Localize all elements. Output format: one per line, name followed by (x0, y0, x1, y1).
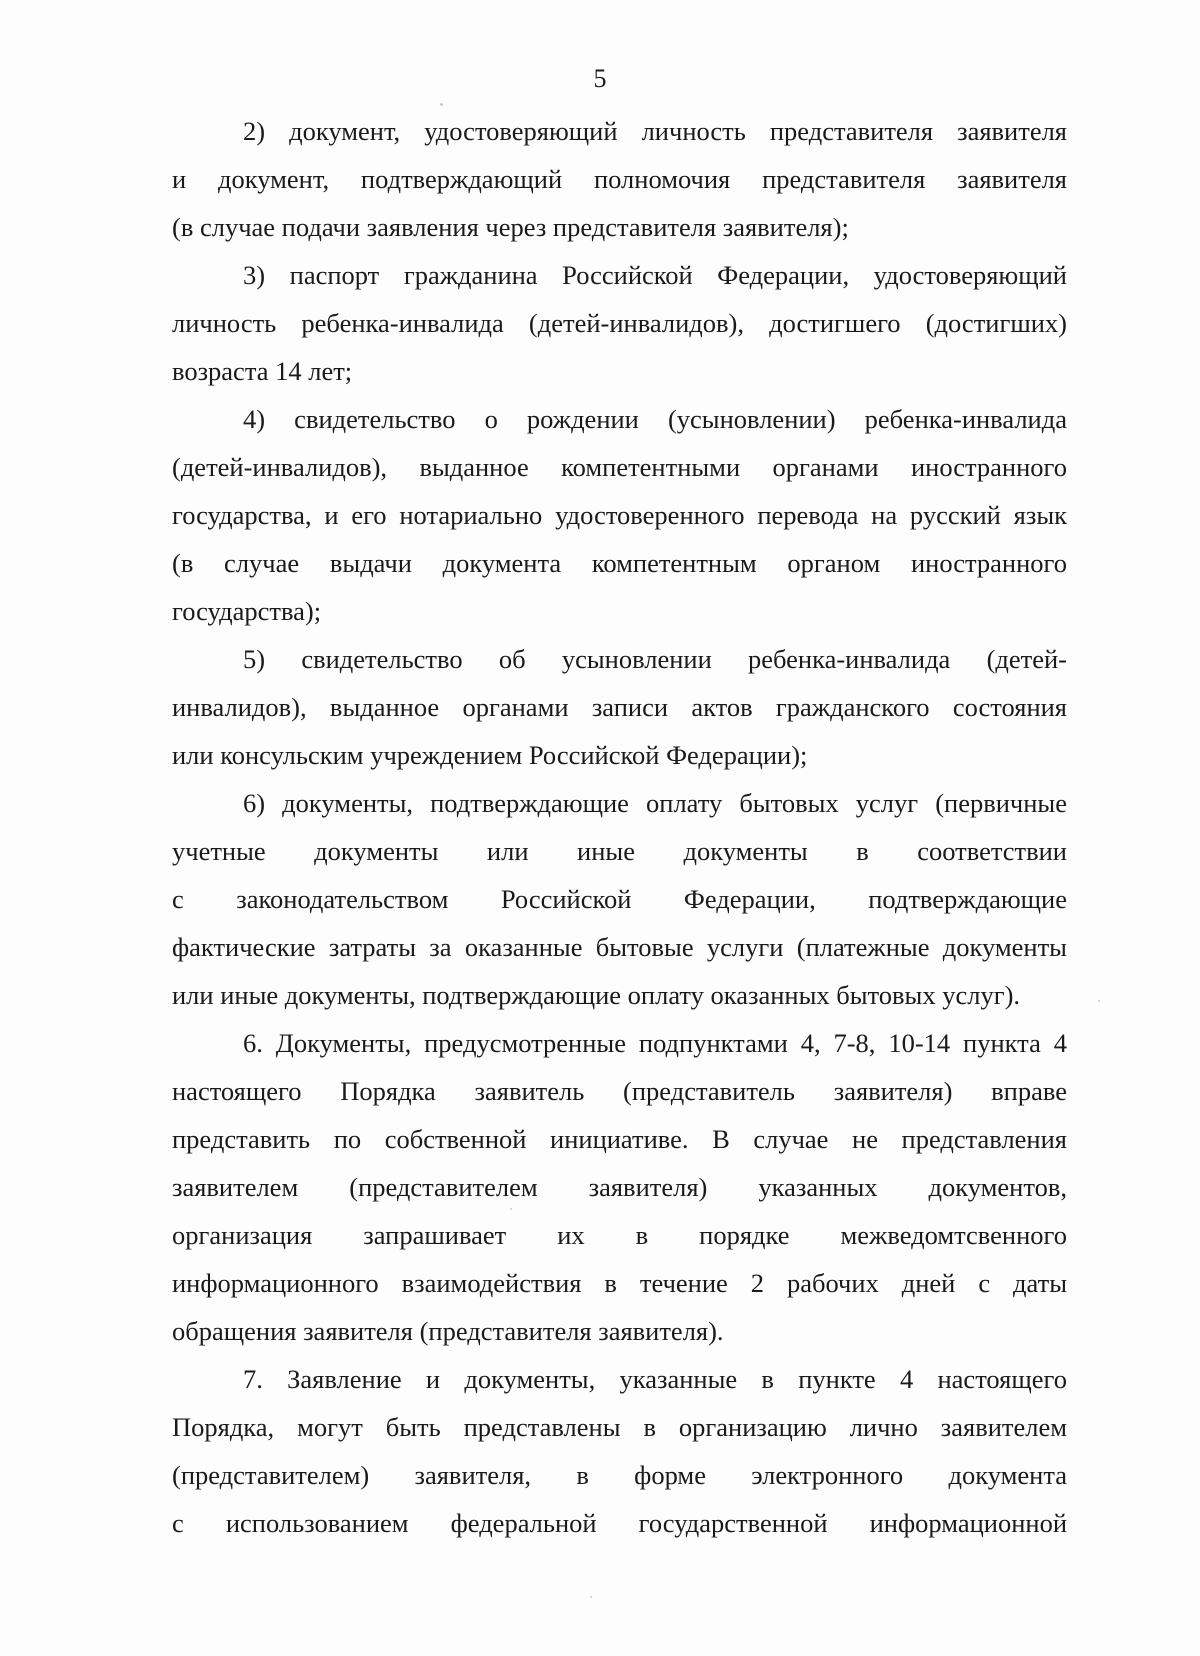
document-body (172, 107, 1067, 1547)
paragraph-line: 5) свидетельство об усыновлении ребенка-инвалида (детей- (243, 644, 1067, 674)
paragraph-line: или консульским учреждением Российской Федерации); (172, 740, 808, 770)
paragraph-subitem-4 (172, 395, 1067, 635)
paragraph-line: 7. Заявление и документы, указанные в пункте 4 настоящего (243, 1364, 1067, 1394)
scan-speck (590, 1596, 592, 1598)
paragraph-clause-6 (172, 1019, 1067, 1355)
paragraph-line: 6) документы, подтверждающие оплату бытовых услуг (первичные (243, 788, 1067, 818)
paragraph-line: или иные документы, подтверждающие оплату оказанных бытовых услуг). (172, 980, 1021, 1010)
paragraph-line: настоящего Порядка заявитель (представитель заявителя) вправе (172, 1076, 1067, 1106)
scan-speck (440, 103, 443, 106)
paragraph-line: фактические затраты за оказанные бытовые услуги (платежные документы (172, 932, 1067, 962)
paragraph-line: (в случае выдачи документа компетентным органом иностранного (172, 548, 1067, 578)
paragraph-line: 2) документ, удостоверяющий личность представителя заявителя (243, 116, 1067, 146)
paragraph-line: (детей-инвалидов), выданное компетентными органами иностранного (172, 452, 1067, 482)
paragraph-line: 6. Документы, предусмотренные подпунктами 4, 7-8, 10-14 пункта 4 (243, 1028, 1067, 1058)
paragraph-line: и документ, подтверждающий полномочия представителя заявителя (172, 164, 1067, 194)
paragraph-line: (в случае подачи заявления через представителя заявителя); (172, 212, 849, 242)
paragraph-line: Порядка, могут быть представлены в организацию лично заявителем (172, 1412, 1067, 1442)
paragraph-line: 4) свидетельство о рождении (усыновлении) ребенка-инвалида (243, 404, 1067, 434)
paragraph-line: государства, и его нотариально удостоверенного перевода на русский язык (172, 500, 1067, 530)
paragraph-line: 3) паспорт гражданина Российской Федерации, удостоверяющий (243, 260, 1067, 290)
paragraph-subitem-5 (172, 635, 1067, 779)
paragraph-line: личность ребенка-инвалида (детей-инвалидов), достигшего (достигших) (172, 308, 1067, 338)
paragraph-line: представить по собственной инициативе. В случае не представления (172, 1124, 1067, 1154)
paragraph-line: информационного взаимодействия в течение 2 рабочих дней с даты (172, 1268, 1067, 1298)
page-number: 5 (593, 64, 607, 93)
paragraph-line: обращения заявителя (представителя заявителя). (172, 1316, 724, 1346)
paragraph-clause-7 (172, 1355, 1067, 1547)
paragraph-line: инвалидов), выданное органами записи актов гражданского состояния (172, 692, 1067, 722)
paragraph-subitem-3 (172, 251, 1067, 395)
paragraph-line: с использованием федеральной государственной информационной (172, 1508, 1067, 1538)
scan-speck (1098, 1000, 1100, 1002)
paragraph-line: учетные документы или иные документы в соответствии (172, 836, 1067, 866)
paragraph-subitem-6 (172, 779, 1067, 1019)
paragraph-subitem-2 (172, 107, 1067, 251)
paragraph-line: организация запрашивает их в порядке межведомтсвенного (172, 1220, 1067, 1250)
paragraph-line: возраста 14 лет; (172, 356, 353, 386)
scan-speck (510, 1208, 512, 1210)
paragraph-line: заявителем (представителем заявителя) указанных документов, (172, 1172, 1067, 1202)
paragraph-line: с законодательством Российской Федерации, подтверждающие (172, 884, 1067, 914)
paragraph-line: государства); (172, 596, 322, 626)
paragraph-line: (представителем) заявителя, в форме электронного документа (172, 1460, 1067, 1490)
